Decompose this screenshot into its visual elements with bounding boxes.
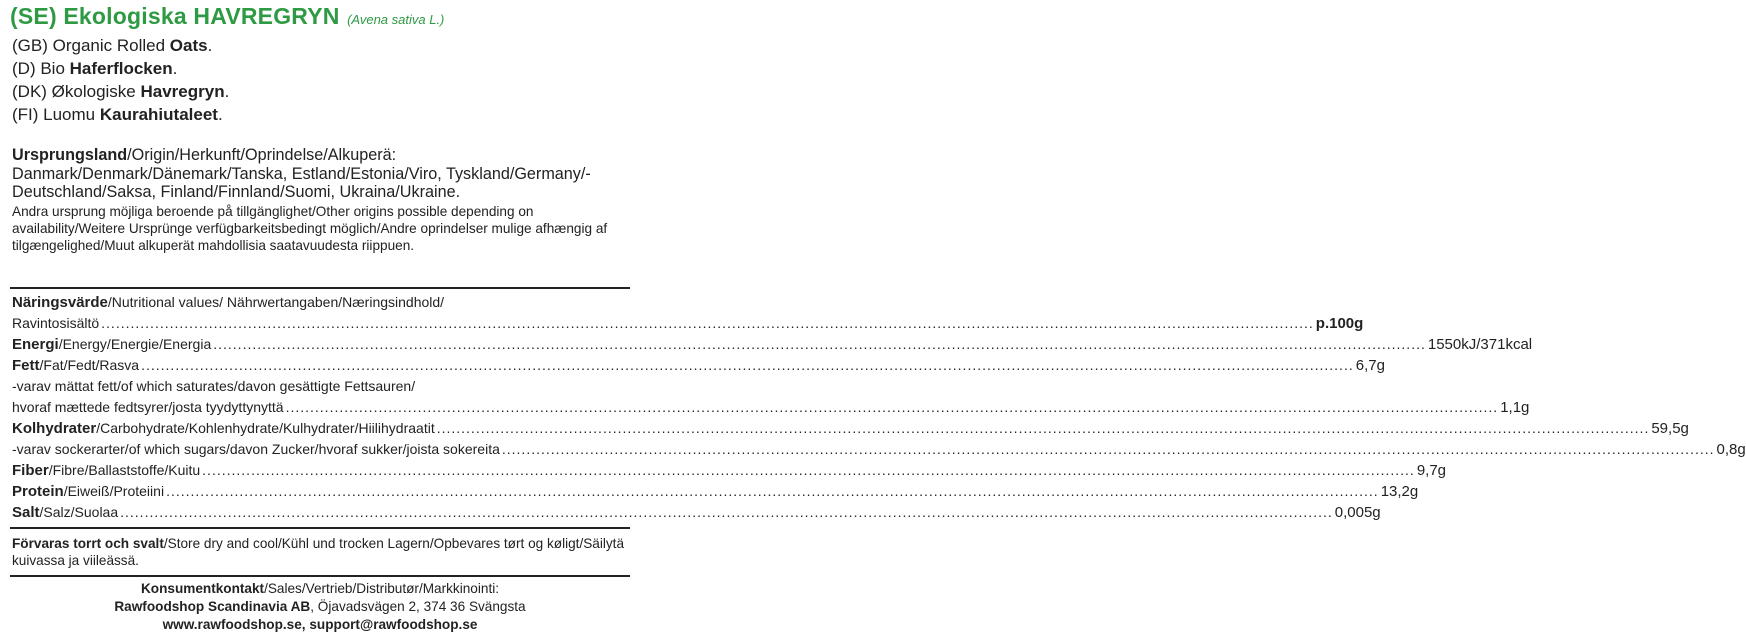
storage-text: /Store dry and cool/Kühl und trocken Lagern/Opbevares tørt og køligt/Säilytä kuivassa ja viileässä. (12, 536, 625, 568)
storage-instructions (12, 535, 628, 569)
nutrition-row-carbohydrate: Kolhydrater/Carbohydrate/Kohlenhydrate/Kulhydrater/Hiilihydraatit ..... 59,5g (12, 418, 624, 439)
nutrition-row-saturates-line1: -varav mättat fett/of which saturates/davon gesättigte Fettsauren/ (12, 378, 416, 394)
product-title (10, 3, 640, 30)
contact-address: Rawfoodshop Scandinavia AB, Öjavadsvägen 2, 374 36 Svängsta (114, 599, 526, 614)
nutrition-per-row: Ravintosisältö ..... p.100g (12, 313, 624, 334)
language-line-gb: (GB) Organic Rolled Oats. (12, 36, 213, 55)
contact-heading: Konsumentkontakt/Sales/Vertrieb/Distributør/Markkinointi: (140, 581, 500, 596)
language-line-dk: (DK) Økologiske Havregryn. (12, 82, 230, 101)
title-latin-name: (Avena sativa L.) (347, 12, 445, 27)
nutrition-row-fat: Fett/Fat/Fedt/Rasva ..... 6,7g (12, 355, 624, 376)
origin-note: Andra ursprung möjliga beroende på tillgänglighet/Other origins possible depending on availability/Weitere Ursprünge verfügbarkeitsbedingt möglich/Andre oprindelser mulige afhængig af tilgængelighed/Muut alkuperät mahdollisia saatavuudesta riippuen. (12, 203, 608, 253)
nutrition-row-sugars: -varav sockerarter/of which sugars/davon Zucker/hvoraf sukker/joista sokereita ..... 0,8g (12, 439, 624, 460)
origin-text: /Origin/Herkunft/Oprindelse/Alkuperä: Danmark/Denmark/Dänemark/Tanska, Estland/Estonia/Viro, Tyskland/Germany/-Deutschland/Saksa, Finland/Finnland/Suomi, Ukraina/Ukraine. (12, 146, 591, 201)
consumer-contact (0, 580, 640, 634)
divider-bottom (10, 575, 630, 577)
nutrition-row-energy: Energi/Energy/Energie/Energia ..... 1550kJ/371kcal (12, 334, 624, 355)
nutrition-row-salt: Salt/Salz/Suolaa ..... 0,005g (12, 502, 624, 523)
nutrition-table (12, 292, 1746, 523)
email-link[interactable]: support@rawfoodshop.se (309, 617, 478, 632)
divider-top (10, 287, 630, 289)
origin-label: Ursprungsland (12, 146, 128, 164)
nutrition-row-fiber: Fiber/Fibre/Ballaststoffe/Kuitu ..... 9,7g (12, 460, 624, 481)
divider-middle (10, 527, 630, 529)
origin-section (12, 146, 630, 254)
storage-label: Förvaras torrt och svalt (12, 536, 164, 551)
nutrition-header: Näringsvärde/Nutritional values/ Nährwertangaben/Næringsindhold/ (12, 294, 445, 311)
nutrition-row-saturates: hvoraf mættede fedtsyrer/josta tyydyttynyttä ..... 1,1g (12, 397, 624, 418)
language-line-fi: (FI) Luomu Kaurahiutaleet. (12, 105, 223, 124)
nutrition-row-protein: Protein/Eiweiß/Proteiini ..... 13,2g (12, 481, 624, 502)
title-main: (SE) Ekologiska HAVREGRYN (10, 3, 340, 29)
website-link[interactable]: www.rawfoodshop.se (162, 617, 302, 632)
contact-web-email: www.rawfoodshop.se, support@rawfoodshop.se (162, 617, 478, 632)
language-line-de: (D) Bio Haferflocken. (12, 59, 178, 78)
language-names (12, 34, 640, 126)
